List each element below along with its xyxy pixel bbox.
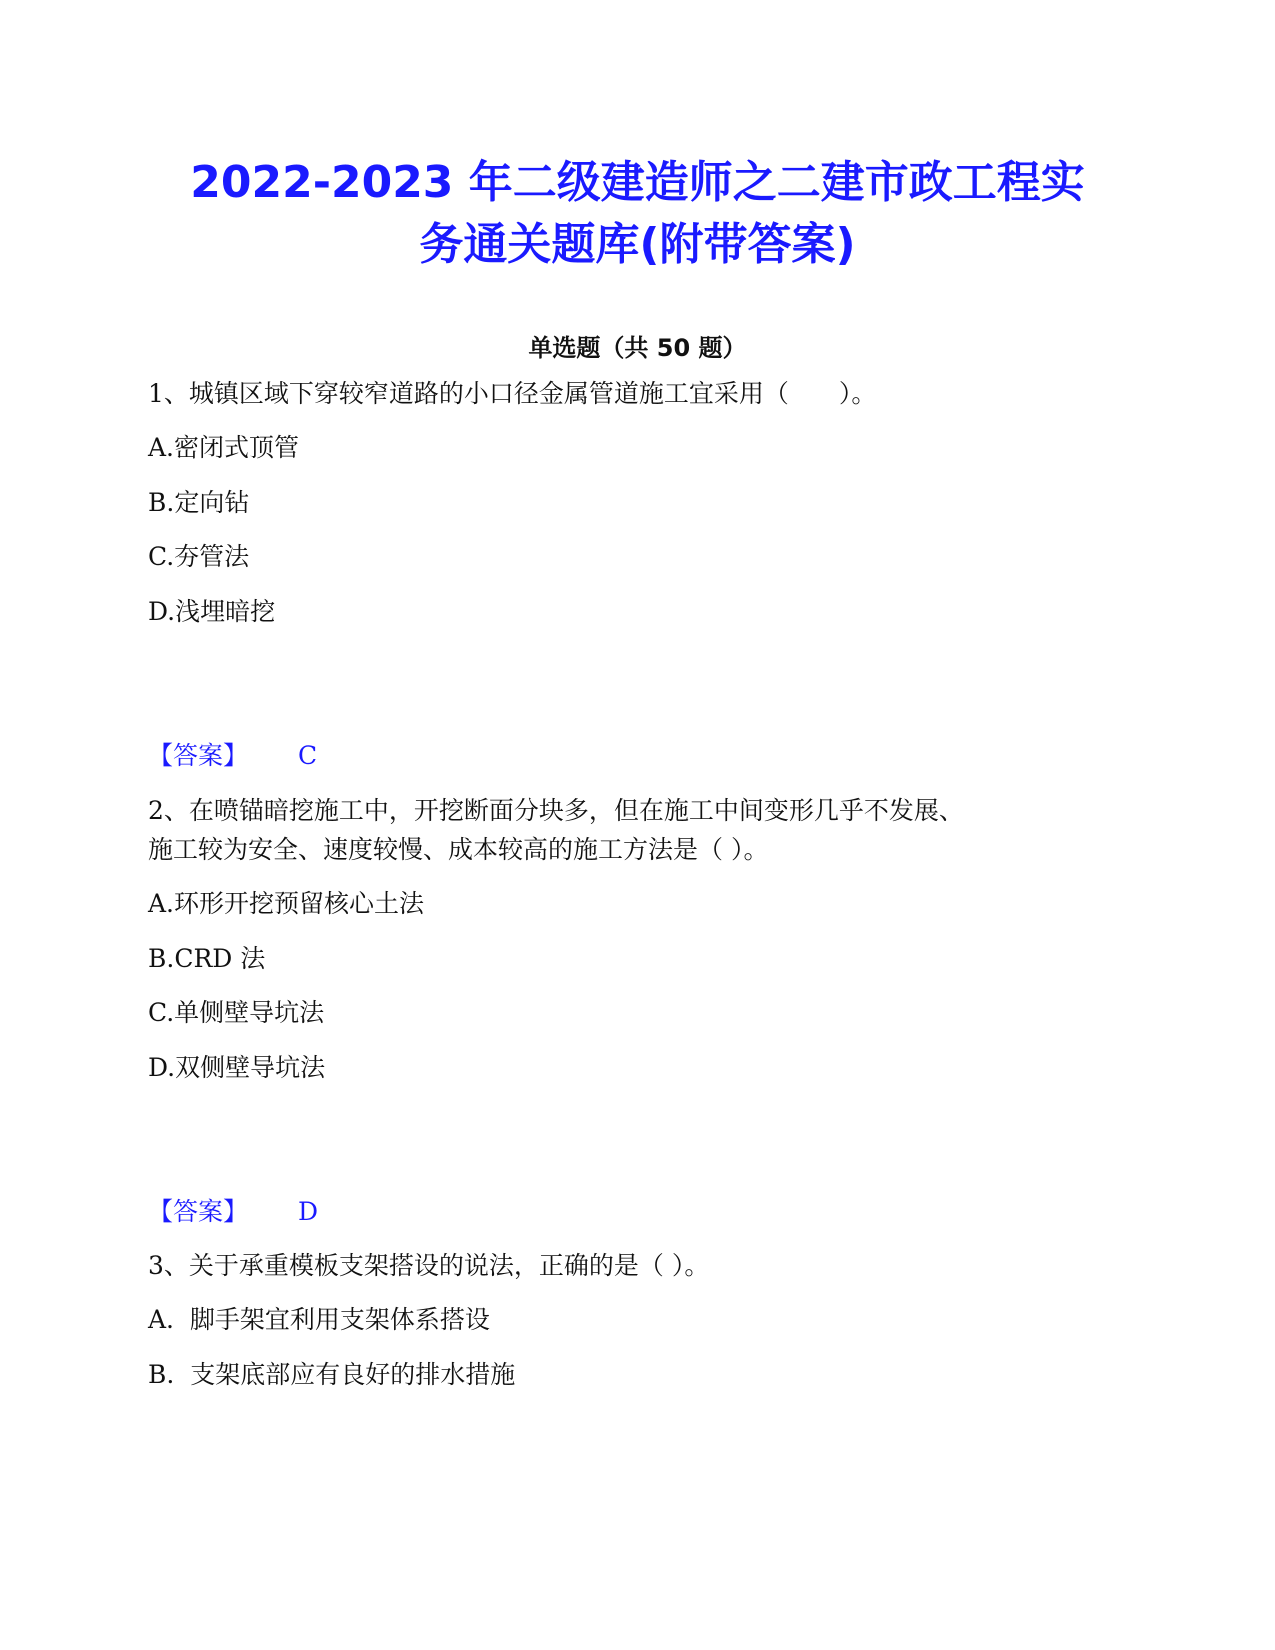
question-2-stem-line-1: 2、在喷锚暗挖施工中，开挖断面分块多，但在施工中间变形几乎不发展、 <box>148 796 964 825</box>
title-line-2: 务通关题库(附带答案) <box>419 219 856 270</box>
section-heading: 单选题（共 50 题） <box>528 334 747 362</box>
question-3-option-b: B. 支架底部应有良好的排水措施 <box>148 1360 516 1389</box>
question-1-stem: 1、城镇区域下穿较窄道路的小口径金属管道施工宜采用（ ）。 <box>148 379 877 408</box>
question-2-option-a: A.环形开挖预留核心土法 <box>148 889 425 918</box>
question-2-option-b: B.CRD 法 <box>148 944 266 973</box>
question-2-stem-line-2: 施工较为安全、速度较慢、成本较高的施工方法是（ ）。 <box>148 835 769 864</box>
question-1-option-b: B.定向钻 <box>148 488 250 517</box>
answer-value: D <box>298 1197 319 1226</box>
title-line-1: 2022-2023 年二级建造师之二建市政工程实 <box>190 157 1085 208</box>
document-title <box>100 152 1175 276</box>
answer-label: 【答案】 <box>148 741 249 770</box>
question-1-option-c: C.夯管法 <box>148 542 250 571</box>
question-1-option-a: A.密闭式顶管 <box>148 433 300 462</box>
question-3-option-a: A. 脚手架宜利用支架体系搭设 <box>148 1305 490 1334</box>
question-1-option-d: D.浅埋暗挖 <box>148 597 276 626</box>
question-1-answer <box>148 739 317 773</box>
answer-value: C <box>298 741 318 770</box>
question-2-answer <box>148 1195 318 1229</box>
question-2-option-c: C.单侧壁导坑法 <box>148 998 325 1027</box>
answer-label: 【答案】 <box>148 1197 249 1226</box>
question-2-option-d: D.双侧壁导坑法 <box>148 1053 326 1082</box>
question-3-stem: 3、关于承重模板支架搭设的说法，正确的是（ ）。 <box>148 1251 710 1280</box>
